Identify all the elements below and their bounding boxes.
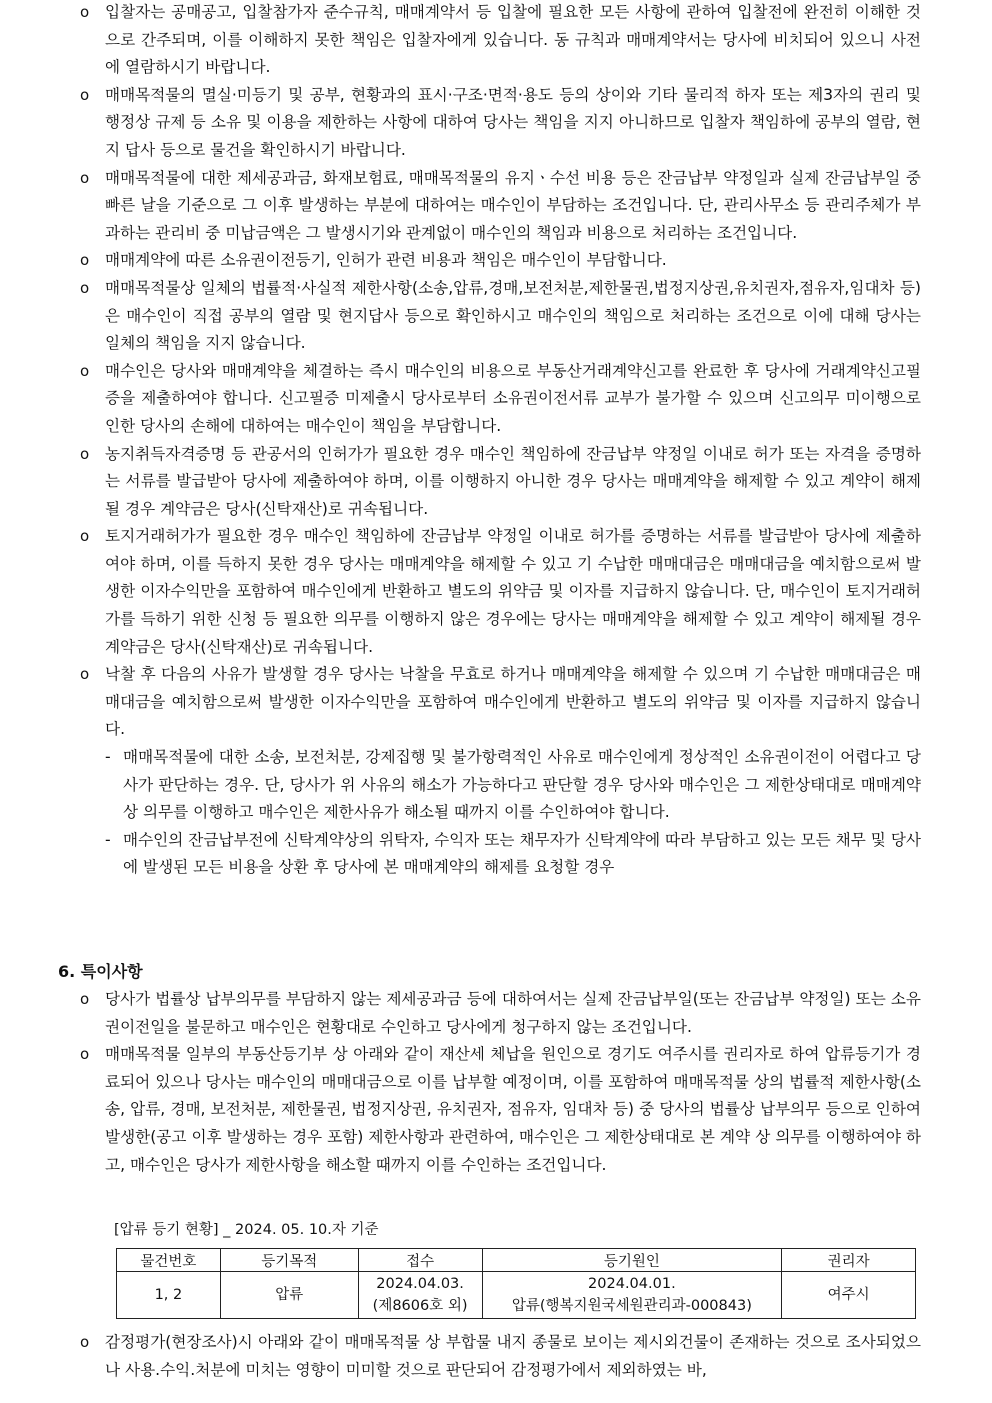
- table-cell: [358, 1272, 482, 1319]
- dash-icon: -: [105, 748, 111, 767]
- sub-list-item: - 매수인의 잔금납부전에 신탁계약상의 위탁자, 수익자 또는 채무자가 신탁계약에 따라 부담하고 있는 모든 채무 및 당사에 발생된 모든 비용을 상환 후 당사에 본 매매계약의 해제를 요청할 경우: [123, 827, 921, 882]
- list-item: o 매매목적물 일부의 부동산등기부 상 아래와 같이 재산세 체납을 원인으로 경기도 여주시를 권리자로 하여 압류등기가 경료되어 있으나 당사는 매수인의 매매대금으로 이를 납부할 예정이며, 이를 포함하여 매매목적물 상의 법률적 제한사항(소송, 압류, 경매, 보전처분, 제한물권, 법정지상권, 유치권자, 점유자, 임대차 등) 중 당사의 법률상 납부의무 등으로 인하여 발생한(공고 이후 발생하는 경우 포함) 제한사항과 관련하여, 매수인은 그 제한상태대로 본 계약 상 의무를 이행하여야 하고, 매수인은 당사가 제한사항을 해소할 때까지 이를 수인하는 조건입니다.: [105, 1041, 921, 1179]
- list-item: o 입찰자는 공매공고, 입찰참가자 준수규칙, 매매계약서 등 입찰에 필요한 모든 사항에 관하여 입찰전에 완전히 이해한 것으로 간주되며, 이를 이해하지 못한 책임은 입찰자에게 있습니다. 동 규칙과 매매계약서는 당사에 비치되어 있으니 사전에 열람하시기 바랍니다.: [105, 0, 921, 82]
- table-cell: 여주시: [782, 1272, 916, 1319]
- dash-icon: -: [105, 830, 111, 849]
- cause-description: 압류(행복지원국세원관리과-000843): [511, 1298, 752, 1314]
- list-item: o 매매계약에 따른 소유권이전등기, 인허가 관련 비용과 책임은 매수인이 부담합니다.: [105, 247, 921, 275]
- table-header-cell: 권리자: [782, 1249, 916, 1272]
- section-heading: 6. 특이사항: [58, 962, 143, 981]
- sub-list-item: - 매매목적물에 대한 소송, 보전처분, 강제집행 및 불가항력적인 사유로 매수인에게 정상적인 소유권이전이 어렵다고 당사가 판단하는 경우. 단, 당사가 위 사유의 해소가 가능하다고 판단할 경우 당사와 매수인은 그 제한상태대로 매매계약상 의무를 이행하고 매수인은 제한사유가 해소될 때까지 이를 수인하여야 합니다.: [123, 744, 921, 827]
- table-cell: 압류: [220, 1272, 358, 1319]
- table-caption: [압류 등기 현황] _ 2024. 05. 10.자 기준: [114, 1222, 379, 1238]
- bullet-icon: o: [80, 3, 90, 21]
- table-header-cell: 등기원인: [482, 1249, 782, 1272]
- table-cell: [482, 1272, 782, 1319]
- bullet-icon: o: [80, 665, 90, 684]
- table-header-cell: 물건번호: [117, 1249, 221, 1272]
- list-item: o 매매목적물에 대한 제세공과금, 화재보험료, 매매목적물의 유지ㆍ수선 비용 등은 잔금납부 약정일과 실제 잔금납부일 중 빠른 날을 기준으로 그 이후 발생하는 부분에 대하여는 매수인이 부담하는 조건입니다. 단, 관리사무소 등 관리주체가 부과하는 관리비 중 미납금액은 그 발생시기와 관계없이 매수인의 책임과 비용으로 처리하는 조건입니다.: [105, 165, 921, 248]
- bullet-icon: o: [80, 361, 90, 380]
- receipt-date: 2024.04.03.: [376, 1276, 464, 1292]
- table-header-row: [117, 1249, 916, 1272]
- list-item: o 낙찰 후 다음의 사유가 발생할 경우 당사는 낙찰을 무효로 하거나 매매계약을 해제할 수 있으며 기 수납한 매매대금은 매매대금을 예치함으로써 발생한 이자수익만을 포함하여 매수인에게 반환하고 별도의 위약금 및 이자를 지급하지 않습니다.: [105, 661, 921, 744]
- last-items: [0, 1329, 992, 1384]
- list-item: o 매매목적물의 멸실·미등기 및 공부, 현황과의 표시·구조·면적·용도 등의 상이와 기타 물리적 하자 또는 제3자의 권리 및 행정상 규제 등 소유 및 이용을 제한하는 사항에 대하여 당사는 책임을 지지 아니하므로 입찰자 책임하에 공부의 열람, 현지 답사 등으로 물건을 확인하시기 바랍니다.: [105, 82, 921, 165]
- table-cell: 1, 2: [117, 1272, 221, 1319]
- list-item: o 농지취득자격증명 등 관공서의 인허가가 필요한 경우 매수인 책임하에 잔금납부 약정일 이내로 허가 또는 자격을 증명하는 서류를 발급받아 당사에 제출하여야 하며, 이를 이행하지 아니한 경우 당사는 매매계약을 해제할 수 있고 계약이 해제될 경우 계약금은 당사(신탁재산)로 귀속됩니다.: [105, 441, 921, 524]
- list-item: o 감정평가(현장조사)시 아래와 같이 매매목적물 상 부합물 내지 종물로 보이는 제시외건물이 존재하는 것으로 조사되었으나 사용.수익.처분에 미치는 영향이 미미할 것으로 판단되어 감정평가에서 제외하였는 바,: [105, 1329, 921, 1384]
- bullet-icon: o: [80, 1333, 90, 1351]
- bullet-icon: o: [80, 251, 90, 270]
- seizure-register-table: [116, 1248, 916, 1319]
- list-item: o 토지거래허가가 필요한 경우 매수인 책임하에 잔금납부 약정일 이내로 허가를 증명하는 서류를 발급받아 당사에 제출하여야 하며, 이를 득하지 못한 경우 당사는 매매계약을 해제할 수 있고 기 수납한 매매대금은 매매대금을 예치함으로써 발생한 이자수익만을 포함하여 매수인에게 반환하고 별도의 위약금 및 이자를 지급하지 않습니다. 단, 매수인이 토지거래허가를 득하기 위한 신청 등 필요한 의무를 이행하지 않은 경우에는 당사는 매매계약을 해제할 수 있고 계약이 해제될 경우 계약금은 당사(신탁재산)로 귀속됩니다.: [105, 523, 921, 661]
- bullet-icon: o: [80, 990, 90, 1008]
- bullet-icon: o: [80, 168, 90, 187]
- cause-date: 2024.04.01.: [588, 1276, 676, 1292]
- receipt-number: (제8606호 외): [372, 1298, 468, 1314]
- list-item: o 당사가 법률상 납부의무를 부담하지 않는 제세공과금 등에 대하여서는 실제 잔금납부일(또는 잔금납부 약정일) 또는 소유권이전일을 불문하고 매수인은 현황대로 수인하고 당사에게 청구하지 않는 조건입니다.: [105, 986, 921, 1041]
- bullet-icon: o: [80, 1045, 90, 1064]
- table-header-cell: 접수: [358, 1249, 482, 1272]
- table-row: [117, 1272, 916, 1319]
- bullet-icon: o: [80, 85, 90, 104]
- bullet-icon: o: [80, 278, 90, 297]
- bullet-icon: o: [80, 444, 90, 463]
- bottom-items: [0, 986, 992, 1179]
- table-header-cell: 등기목적: [220, 1249, 358, 1272]
- bullet-icon: o: [80, 527, 90, 546]
- list-item: o 매수인은 당사와 매매계약을 체결하는 즉시 매수인의 비용으로 부동산거래계약신고를 완료한 후 당사에 거래계약신고필증을 제출하여야 합니다. 신고필증 미제출시 당사로부터 소유권이전서류 교부가 불가할 수 있으며 신고의무 미이행으로 인한 당사의 손해에 대하여는 매수인이 책임을 부담합니다.: [105, 358, 921, 441]
- list-item: o 매매목적물상 일체의 법률적·사실적 제한사항(소송,압류,경매,보전처분,제한물권,법정지상권,유치권자,점유자,임대차 등)은 매수인이 직접 공부의 열람 및 현지답사 등으로 확인하시고 매수인의 책임으로 처리하는 조건으로 이에 대해 당사는 일체의 책임을 지지 않습니다.: [105, 275, 921, 358]
